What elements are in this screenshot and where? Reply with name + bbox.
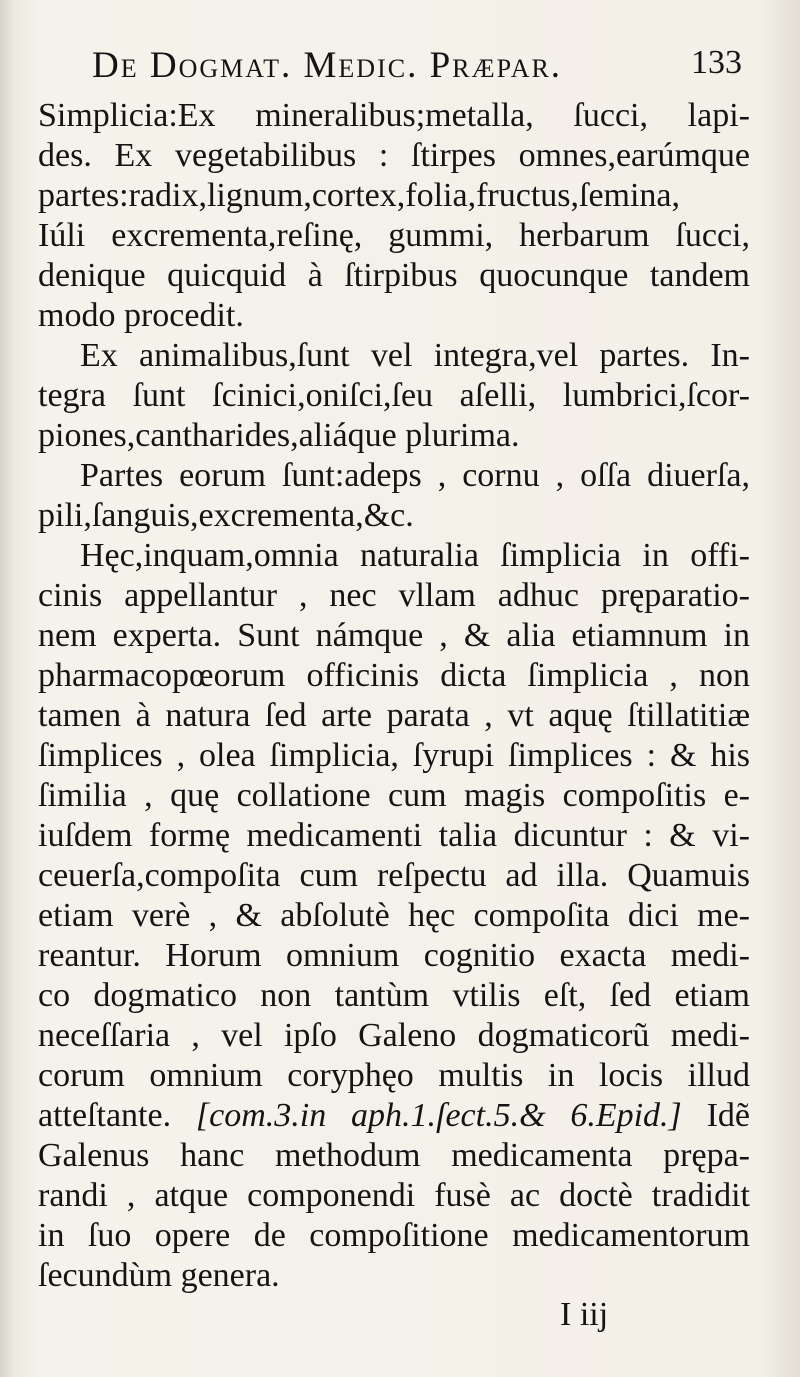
text-line: ſimplices , olea ſimplicia, ſyrupi ſimplices : & his: [38, 737, 750, 774]
text-line: Hęc,inquam,omnia naturalia ſimplicia in offi-: [80, 537, 750, 574]
running-header: [92, 44, 742, 94]
text-line: piones,cantharides,aliáque plurima.: [38, 417, 520, 454]
text-line: reantur. Horum omnium cognitio exacta medi-: [38, 937, 750, 974]
text-line: ceuerſa,compoſita cum reſpectu ad illa. Quamuis: [38, 857, 750, 894]
citation: [com.3.in aph.1.ſect.5.& 6.Epid.]: [195, 1097, 682, 1134]
text-line: iuſdem formę medicamenti talia dicuntur : & vi-: [38, 817, 750, 854]
running-title: De Dogmat. Medic. Præpar.: [92, 45, 563, 86]
text-line: des. Ex vegetabilibus : ſtirpes omnes,earúmque: [38, 137, 750, 174]
text-line: ſecundùm genera.: [38, 1257, 280, 1294]
page-number: 133: [691, 44, 742, 81]
text-line: co dogmatico non tantùm vtilis eſt, ſed etiam: [38, 977, 750, 1014]
text-line: Ex animalibus,ſunt vel integra,vel partes. In-: [80, 337, 750, 374]
text-line: modo procedit.: [38, 297, 244, 334]
text-line: randi , atque componendi fusè ac doctè tradidit: [38, 1177, 750, 1214]
text-line-start: atteſtante.: [38, 1097, 172, 1134]
text-line: corum omnium coryphęo multis in locis illud: [38, 1057, 750, 1094]
text-line: Partes eorum ſunt:adeps , cornu , oſſa diuerſa,: [80, 457, 750, 494]
text-line: Galenus hanc methodum medicamenta prępa-: [38, 1137, 750, 1174]
text-line: tamen à natura ſed arte parata , vt aquę ſtillatitiæ: [38, 697, 750, 734]
text-line: Iúli excrementa,reſinę, gummi, herbarum ſucci,: [38, 217, 750, 254]
text-line: nem experta. Sunt námque , & alia etiamnum in: [38, 617, 750, 654]
text-line: pili,ſanguis,excrementa,&c.: [38, 497, 414, 534]
text-line: pharmacopœorum officinis dicta ſimplicia , non: [38, 657, 750, 694]
text-line: neceſſaria , vel ipſo Galeno dogmaticorũ medi-: [38, 1017, 750, 1054]
text-line: cinis appellantur , nec vllam adhuc pręparatio-: [38, 577, 750, 614]
text-line-end: Idẽ: [706, 1097, 750, 1134]
signature-mark: I iij: [560, 1296, 609, 1333]
text-line: partes:radix,lignum,cortex,folia,fructus,ſemina,: [38, 177, 681, 214]
text-line: [38, 1096, 750, 1136]
text-line: etiam verè , & abſolutè hęc compoſita dici me-: [38, 897, 750, 934]
text-line: tegra ſunt ſcinici,oniſci,ſeu aſelli, lumbrici,ſcor-: [38, 377, 750, 414]
text-line: in ſuo opere de compoſitione medicamentorum: [38, 1217, 750, 1254]
text-line: denique quicquid à ſtirpibus quocunque tandem: [38, 257, 750, 294]
text-line: Simplicia:Ex mineralibus;metalla, ſucci, lapi-: [38, 97, 750, 134]
text-line: ſimilia , quę collatione cum magis compoſitis e-: [38, 777, 750, 814]
